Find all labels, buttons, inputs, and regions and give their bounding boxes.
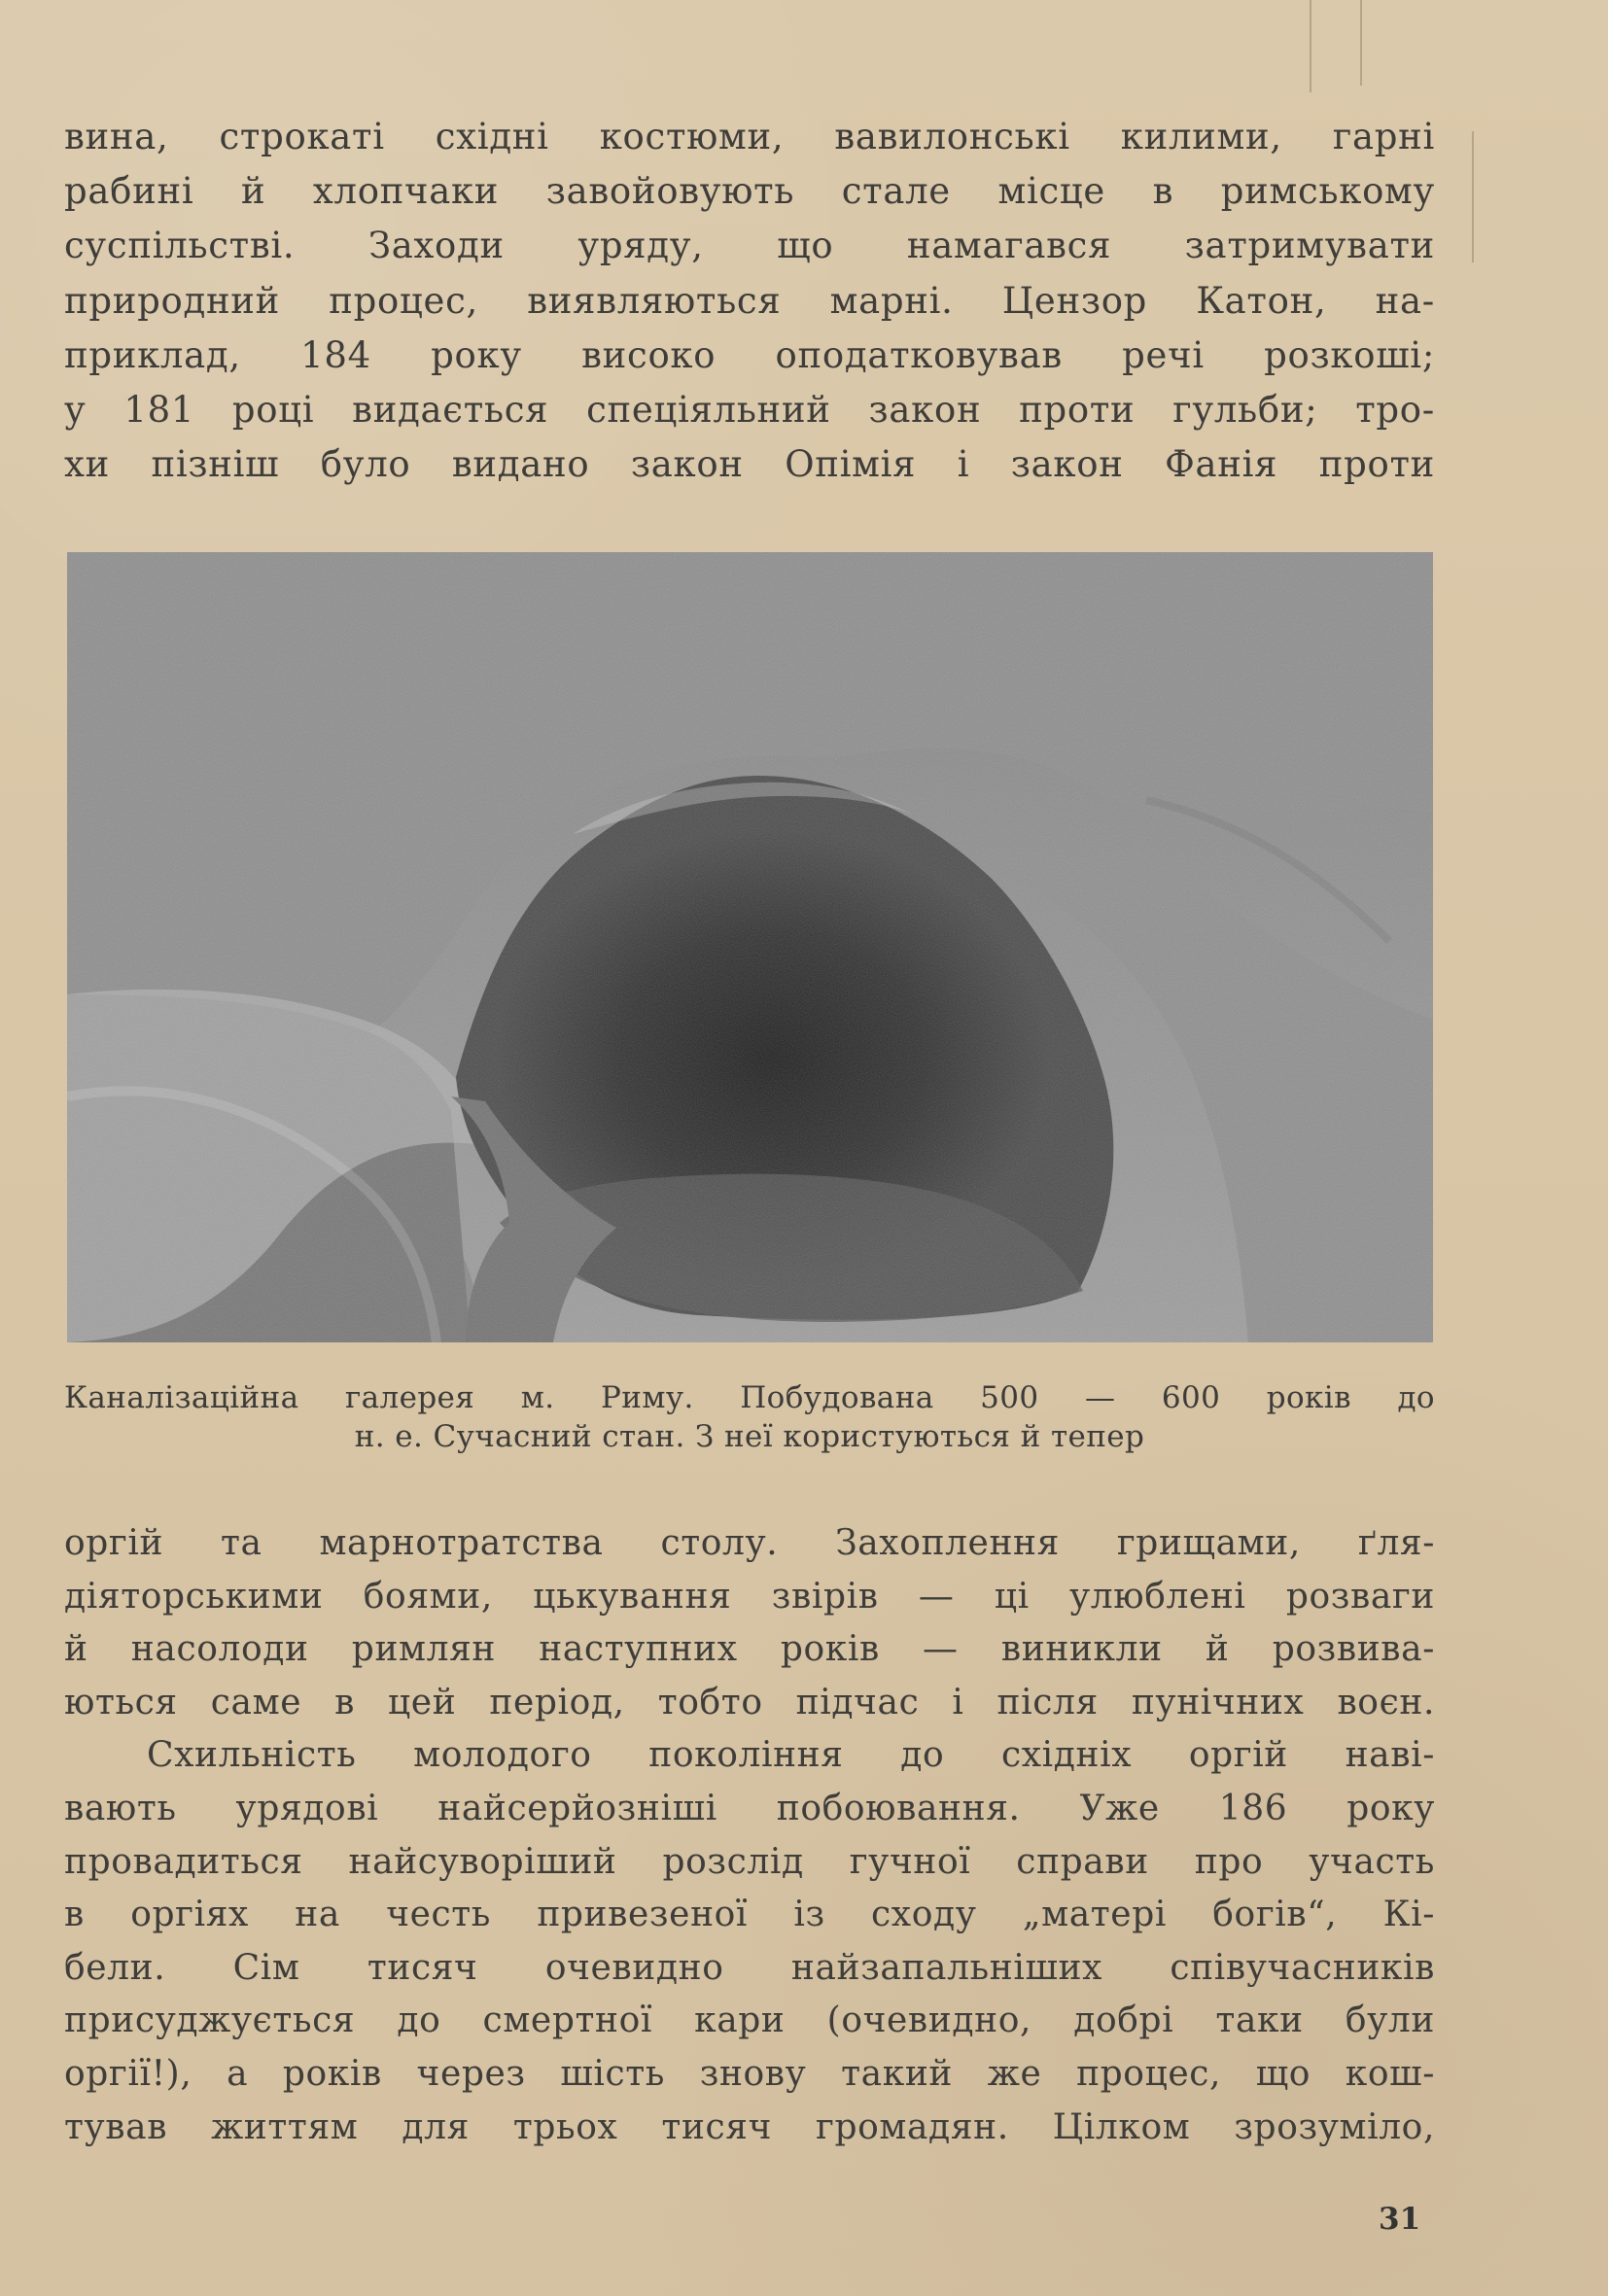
text-line: рабині й хлопчаки завойовують стале місце в римському	[64, 170, 1435, 213]
text-line: у 181 році видається спеціяльний закон проти гульби; тро-	[64, 389, 1435, 432]
text-line: тував життям для трьох тисяч громадян. Цілком зрозуміло,	[64, 2106, 1435, 2147]
text-line: в оргіях на честь привезеної із сходу „матері богів“, Кі-	[64, 1895, 1435, 1935]
caption-line: н. е. Сучасний стан. З неї користуються й тепер	[354, 1419, 1145, 1454]
top-paragraph	[64, 110, 1435, 492]
paper-mark	[1360, 0, 1362, 86]
text-line: присуджується до смертної кари (очевидно, добрі таки були	[64, 2000, 1435, 2041]
figure-caption	[64, 1378, 1435, 1456]
text-line: вина, строкаті східні костюми, вавилонські килими, гарні	[64, 116, 1435, 157]
text-line: суспільстві. Заходи уряду, що намагався затримувати	[64, 225, 1435, 267]
paper-mark	[1310, 0, 1311, 92]
caption-line: Каналізаційна галерея м. Риму. Побудована 500 — 600 років до	[64, 1380, 1435, 1415]
bottom-paragraph	[64, 1517, 1435, 2154]
page-number: 31	[1379, 2202, 1421, 2237]
text-line: оргії!), а років через шість знову такий же процес, що кош-	[64, 2053, 1435, 2094]
text-line: провадиться найсуворіший розслід гучної справи про участь	[64, 1841, 1435, 1882]
text-line: приклад, 184 року високо оподатковував речі розкоші;	[64, 333, 1435, 376]
text-line: діяторськими боями, цькування звірів — ці улюблені розваги	[64, 1576, 1435, 1617]
text-line: Схильність молодого покоління до східніх оргій наві-	[147, 1735, 1435, 1776]
sewer-gallery-photo	[67, 552, 1433, 1342]
text-line: бели. Сім тисяч очевидно найзапальніших співучасників	[64, 1947, 1435, 1988]
text-line: хи пізніш було видано закон Опімія і закон Фанія проти	[64, 443, 1435, 486]
text-line: оргій та марнотратства столу. Захоплення грищами, ґля-	[64, 1523, 1435, 1563]
text-line: ються саме в цей період, тобто підчас і після пунічних воєн.	[64, 1682, 1435, 1722]
text-line: природний процес, виявляються марні. Цензор Катон, на-	[64, 279, 1435, 322]
text-line: й насолоди римлян наступних років — виникли й розвива-	[64, 1629, 1435, 1670]
text-line: вають урядові найсерйозніші побоювання. Уже 186 року	[64, 1788, 1435, 1828]
paper-mark	[1472, 131, 1474, 262]
sewer-gallery-illustration	[67, 552, 1433, 1342]
